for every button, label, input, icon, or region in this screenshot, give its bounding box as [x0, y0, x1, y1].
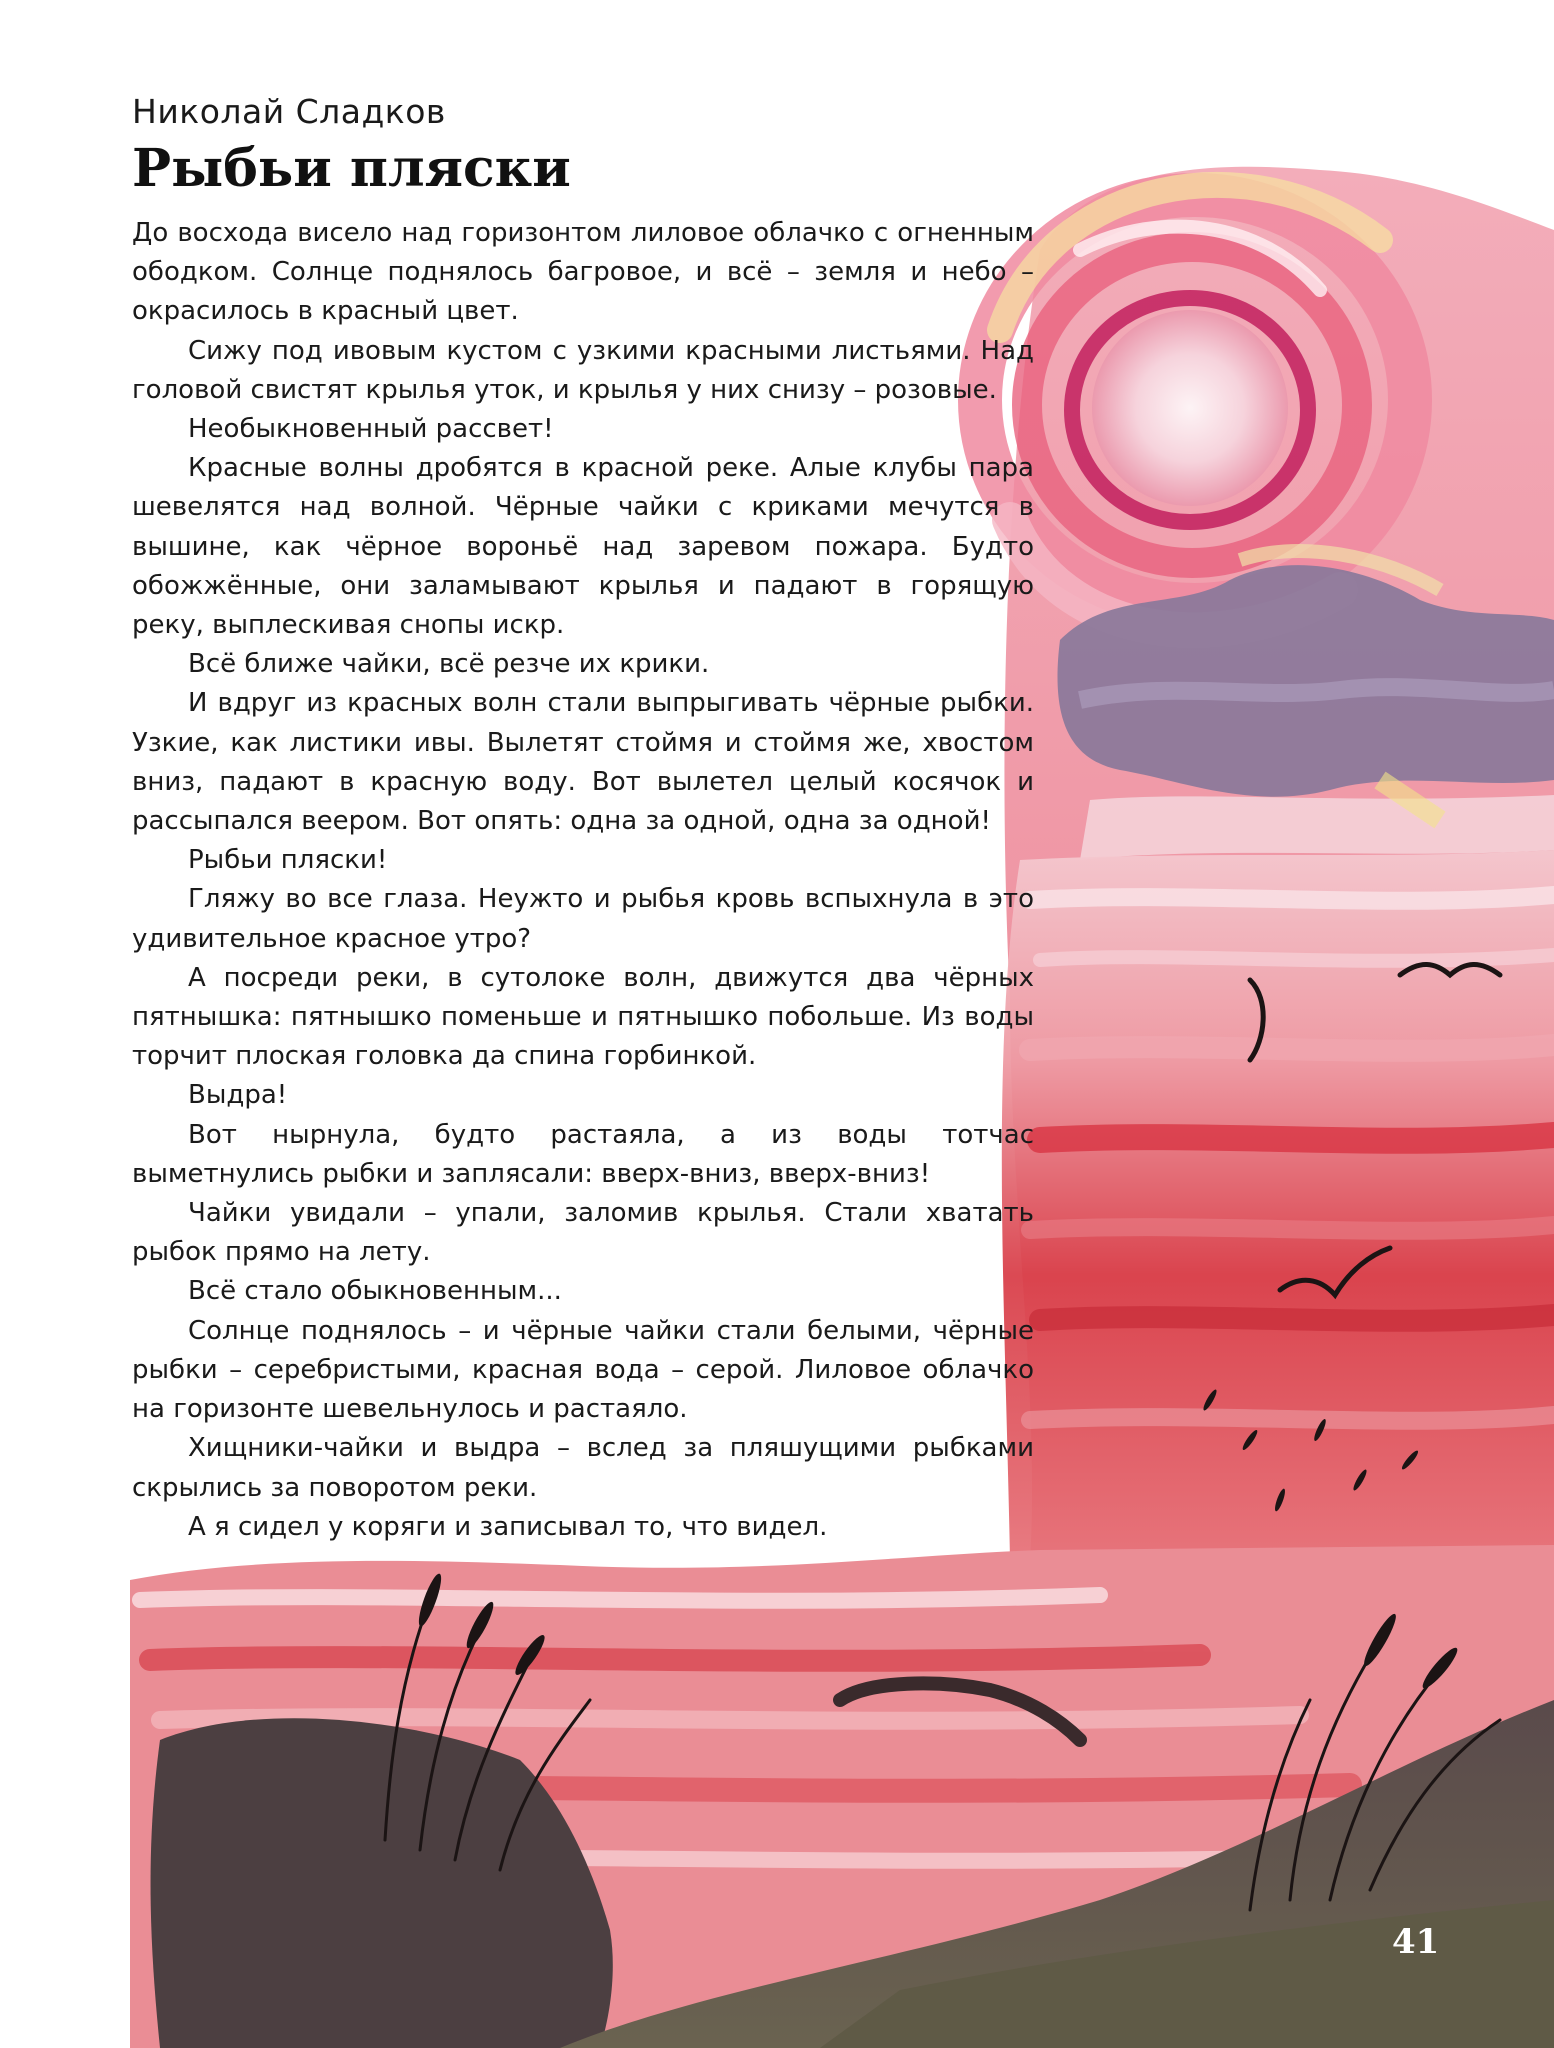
paragraph: Необыкновенный рассвет! — [188, 414, 554, 445]
paragraph: Красные волны дробятся в красной реке. Алые клубы пара шевелятся над волной. Чёрные чайки с криками мечутся в вышине, как чёрное вороньё над заревом пожара. Будто обожжённые, они заламывают крылья и падают в горящую реку, выплескивая снопы искр. — [132, 453, 1034, 641]
story-title: Рыбьи пляски — [132, 138, 571, 199]
paragraph: Рыбьи пляски! — [188, 845, 388, 876]
paragraph: Вот нырнула, будто растаяла, а из воды тотчас выметнулись рыбки и заплясали: вверх-вниз, вверх-вниз! — [132, 1119, 1034, 1189]
paragraph: Гляжу во все глаза. Неужто и рыбья кровь вспыхнула в это удивительное красное утро? — [132, 884, 1034, 954]
paragraph: Чайки увидали – упали, заломив крылья. Стали хватать рыбок прямо на лету. — [132, 1198, 1034, 1268]
paragraph: Хищники-чайки и выдра – вслед за пляшущими рыбками скрылись за поворотом реки. — [132, 1433, 1034, 1503]
paragraph: Всё ближе чайки, всё резче их крики. — [188, 649, 710, 680]
paragraph: Выдра! — [188, 1080, 288, 1111]
paragraph: До восхода висело над горизонтом лиловое облачко с огненным ободком. Солнце поднялось багровое, и всё – земля и небо – окрасилось в красный цвет. — [132, 218, 1034, 327]
author-name: Николай Сладков — [132, 92, 446, 131]
paragraph: Солнце поднялось – и чёрные чайки стали белыми, чёрные рыбки – серебристыми, красная вода – серой. Лиловое облачко на горизонте шевельнулось и растаяло. — [132, 1315, 1034, 1425]
story-text — [132, 214, 1034, 1547]
paragraph: Сижу под ивовым кустом с узкими красными листьями. Над головой свистят крылья уток, и крылья у них снизу – розовые. — [132, 335, 1034, 405]
paragraph: А я сидел у коряги и записывал то, что видел. — [188, 1511, 828, 1542]
paragraph: А посреди реки, в сутолоке волн, движутся два чёрных пятнышка: пятнышко поменьше и пятнышко побольше. Из воды торчит плоская головка да спина горбинкой. — [132, 962, 1034, 1072]
paragraph: Всё стало обыкновенным... — [188, 1276, 562, 1307]
paragraph: И вдруг из красных волн стали выпрыгивать чёрные рыбки. Узкие, как листики ивы. Вылетят стоймя и стоймя же, хвостом вниз, падают в красную воду. Вот вылетел целый косячок и рассыпался веером. Вот опять: одна за одной, одна за одной! — [132, 688, 1034, 837]
page-number: 41 — [1392, 1922, 1440, 1962]
